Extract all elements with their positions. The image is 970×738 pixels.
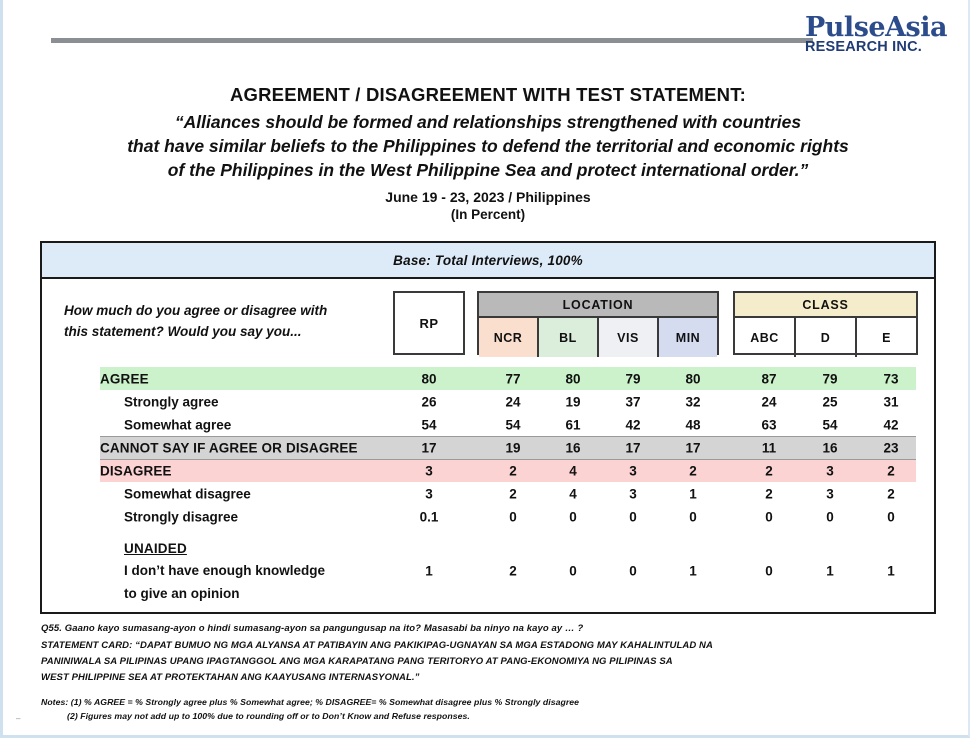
cell-value: 73: [883, 371, 899, 386]
base-row: [42, 243, 934, 279]
cell-value: 26: [421, 394, 437, 409]
footnote-notes: [41, 695, 941, 723]
cell-value: 61: [565, 417, 581, 432]
question-prompt: [64, 301, 394, 343]
cell-value: 42: [883, 417, 899, 432]
unaided-label-line-1: I don’t have enough knowledge: [124, 563, 326, 578]
table-row: [42, 505, 934, 528]
cell-value: 31: [883, 394, 899, 409]
cell-value: 3: [629, 486, 637, 501]
cell-value: 0: [765, 509, 773, 524]
cell-value: 54: [421, 417, 437, 432]
column-group-location: [477, 291, 719, 355]
unaided-heading: UNAIDED: [124, 541, 187, 556]
column-group-class: [733, 291, 918, 355]
row-spacer: [42, 528, 934, 541]
cell-value: 17: [421, 440, 437, 455]
cell-value: 80: [565, 371, 581, 386]
row-label: Strongly disagree: [124, 509, 239, 524]
cell-value: 16: [822, 440, 838, 455]
table-row: [42, 459, 934, 482]
footnote-note-2: (2) Figures may not add up to 100% due to rounding off or to Don’t Know and Refuse responses.: [67, 710, 470, 721]
footnote-card-line-3: WEST PHILIPPINE SEA AT PROTEKTAHAN ANG KAAYUSANG INTERNASYONAL.”: [41, 672, 420, 684]
cell-value: 42: [625, 417, 641, 432]
column-header-vis: VIS: [599, 318, 659, 357]
cell-value: 37: [625, 394, 641, 409]
unit-label: (In Percent): [450, 206, 526, 222]
column-header-abc: ABC: [735, 318, 796, 357]
cell-value: 25: [822, 394, 838, 409]
table-column-headers: [42, 279, 934, 363]
header-rule: [51, 38, 813, 43]
cell-value: 32: [685, 394, 701, 409]
cell-value: 80: [421, 371, 437, 386]
cell-value: 79: [625, 371, 641, 386]
column-group-location-title: LOCATION: [479, 293, 717, 318]
column-header-rp: [393, 291, 465, 355]
cell-value: 4: [569, 486, 577, 501]
cell-value: 79: [822, 371, 838, 386]
base-row-label: Base: Total Interviews, 100%: [393, 252, 583, 268]
survey-date: June 19 - 23, 2023 / Philippines: [385, 188, 591, 205]
cell-value: 48: [685, 417, 701, 432]
question-prompt-line-2: this statement? Would you say you...: [64, 323, 302, 339]
cell-value: 3: [629, 463, 637, 478]
cell-value: 3: [425, 463, 433, 478]
cell-value: 2: [887, 463, 895, 478]
cell-value: 24: [761, 394, 777, 409]
unaided-block: [42, 541, 934, 611]
cell-value: 0: [887, 509, 895, 524]
column-header-e: E: [882, 330, 891, 345]
title-quote-line-2: that have similar beliefs to the Philippines to defend the territorial and economic rights: [127, 135, 849, 156]
page-title: AGREEMENT / DISAGREEMENT WITH TEST STATEMENT:: [229, 84, 747, 105]
row-rule: [100, 459, 916, 460]
title-block: [3, 84, 970, 222]
cell-value: 77: [505, 371, 521, 386]
cell-value: 54: [505, 417, 521, 432]
slide-header: [3, 0, 970, 72]
cell-value: 4: [569, 463, 577, 478]
cell-value: 3: [826, 463, 834, 478]
results-table: [40, 241, 936, 614]
title-quote-line-3: of the Philippines in the West Philippine Sea and protect international order.”: [167, 159, 809, 180]
cell-value: 2: [765, 463, 773, 478]
table-row: [42, 367, 934, 390]
cell-value: 0: [689, 509, 697, 524]
cell-value: 0: [569, 509, 577, 524]
cell-value: 1: [826, 563, 834, 579]
table-row: [42, 482, 934, 505]
cell-value: 3: [826, 486, 834, 501]
row-label: Strongly agree: [124, 394, 219, 409]
question-prompt-line-1: How much do you agree or disagree with: [64, 303, 328, 318]
cell-value: 87: [761, 371, 777, 386]
cell-value: 63: [761, 417, 777, 432]
cell-value: 0: [629, 563, 637, 579]
row-label: Somewhat agree: [124, 417, 232, 432]
cell-value: 2: [689, 463, 697, 478]
page-number: –: [16, 714, 21, 723]
cell-value: 3: [425, 486, 433, 501]
cell-value: 2: [765, 486, 773, 501]
cell-value: 54: [822, 417, 838, 432]
cell-value: 1: [689, 563, 697, 579]
row-label: DISAGREE: [100, 463, 172, 478]
cell-value: 1: [689, 486, 697, 501]
cell-value: 19: [565, 394, 581, 409]
cell-value: 0: [509, 509, 517, 524]
cell-value: 0: [765, 563, 773, 579]
cell-value: 0.1: [419, 509, 439, 524]
cell-value: 2: [509, 486, 517, 501]
footnote-question: Q55. Gaano kayo sumasang-ayon o hindi sumasang-ayon sa pangungusap na ito? Masasabi ba ninyo na kayo ay … ?: [41, 623, 584, 634]
table-row: [42, 413, 934, 436]
footnote-card-line-1: STATEMENT CARD: “DAPAT BUMUO NG MGA ALYANSA AT PATIBAYIN ANG PAKIKIPAG-UGNAYAN SA MGA ESTADONG MAY KAHALINTULAD NA: [41, 639, 713, 651]
cell-value: 1: [887, 563, 895, 579]
footnote-note-1: Notes: (1) % AGREE = % Strongly agree plus % Somewhat agree; % DISAGREE= % Somewhat disagree plus % Strongly disagree: [41, 696, 580, 707]
cell-value: 2: [509, 563, 517, 579]
cell-value: 24: [505, 394, 521, 409]
row-label: CANNOT SAY IF AGREE OR DISAGREE: [100, 440, 358, 455]
cell-value: 1: [425, 563, 433, 579]
footnote-card-line-2: PANINIWALA SA PILIPINAS UPANG IPAGTANGGOL ANG MGA KARAPATANG PANG TERITORYO AT PANG-EKONOMIYA NG PILIPINAS SA: [41, 656, 673, 668]
cell-value: 17: [685, 440, 701, 455]
row-rule: [100, 436, 916, 437]
cell-value: 23: [883, 440, 899, 455]
cell-value: 0: [629, 509, 637, 524]
column-header-d: D: [796, 318, 857, 357]
column-header-ncr: NCR: [479, 318, 539, 357]
cell-value: 0: [826, 509, 834, 524]
table-row: [42, 390, 934, 413]
title-quote-line-1: “Alliances should be formed and relationships strengthened with countries: [174, 112, 802, 132]
column-header-min: MIN: [659, 318, 717, 357]
row-label: AGREE: [100, 371, 149, 386]
row-label: Somewhat disagree: [124, 486, 251, 501]
footnotes: [41, 622, 941, 723]
column-header-bl: BL: [539, 318, 599, 357]
cell-value: 2: [887, 486, 895, 501]
cell-value: 17: [625, 440, 641, 455]
cell-value: 11: [761, 440, 777, 455]
table-body: [42, 367, 934, 611]
cell-value: 0: [569, 563, 577, 579]
cell-value: 16: [565, 440, 581, 455]
logo-wordmark: PulseAsia: [804, 12, 947, 43]
logo-subtext: RESEARCH INC.: [804, 39, 922, 55]
column-group-class-title: CLASS: [735, 293, 916, 318]
cell-value: 80: [685, 371, 701, 386]
unaided-label-line-2: to give an opinion: [124, 586, 240, 601]
pulse-asia-logo: [805, 14, 947, 55]
cell-value: 2: [509, 463, 517, 478]
table-row: [42, 436, 934, 459]
cell-value: 19: [505, 440, 521, 455]
column-header-rp-label: RP: [419, 315, 439, 331]
